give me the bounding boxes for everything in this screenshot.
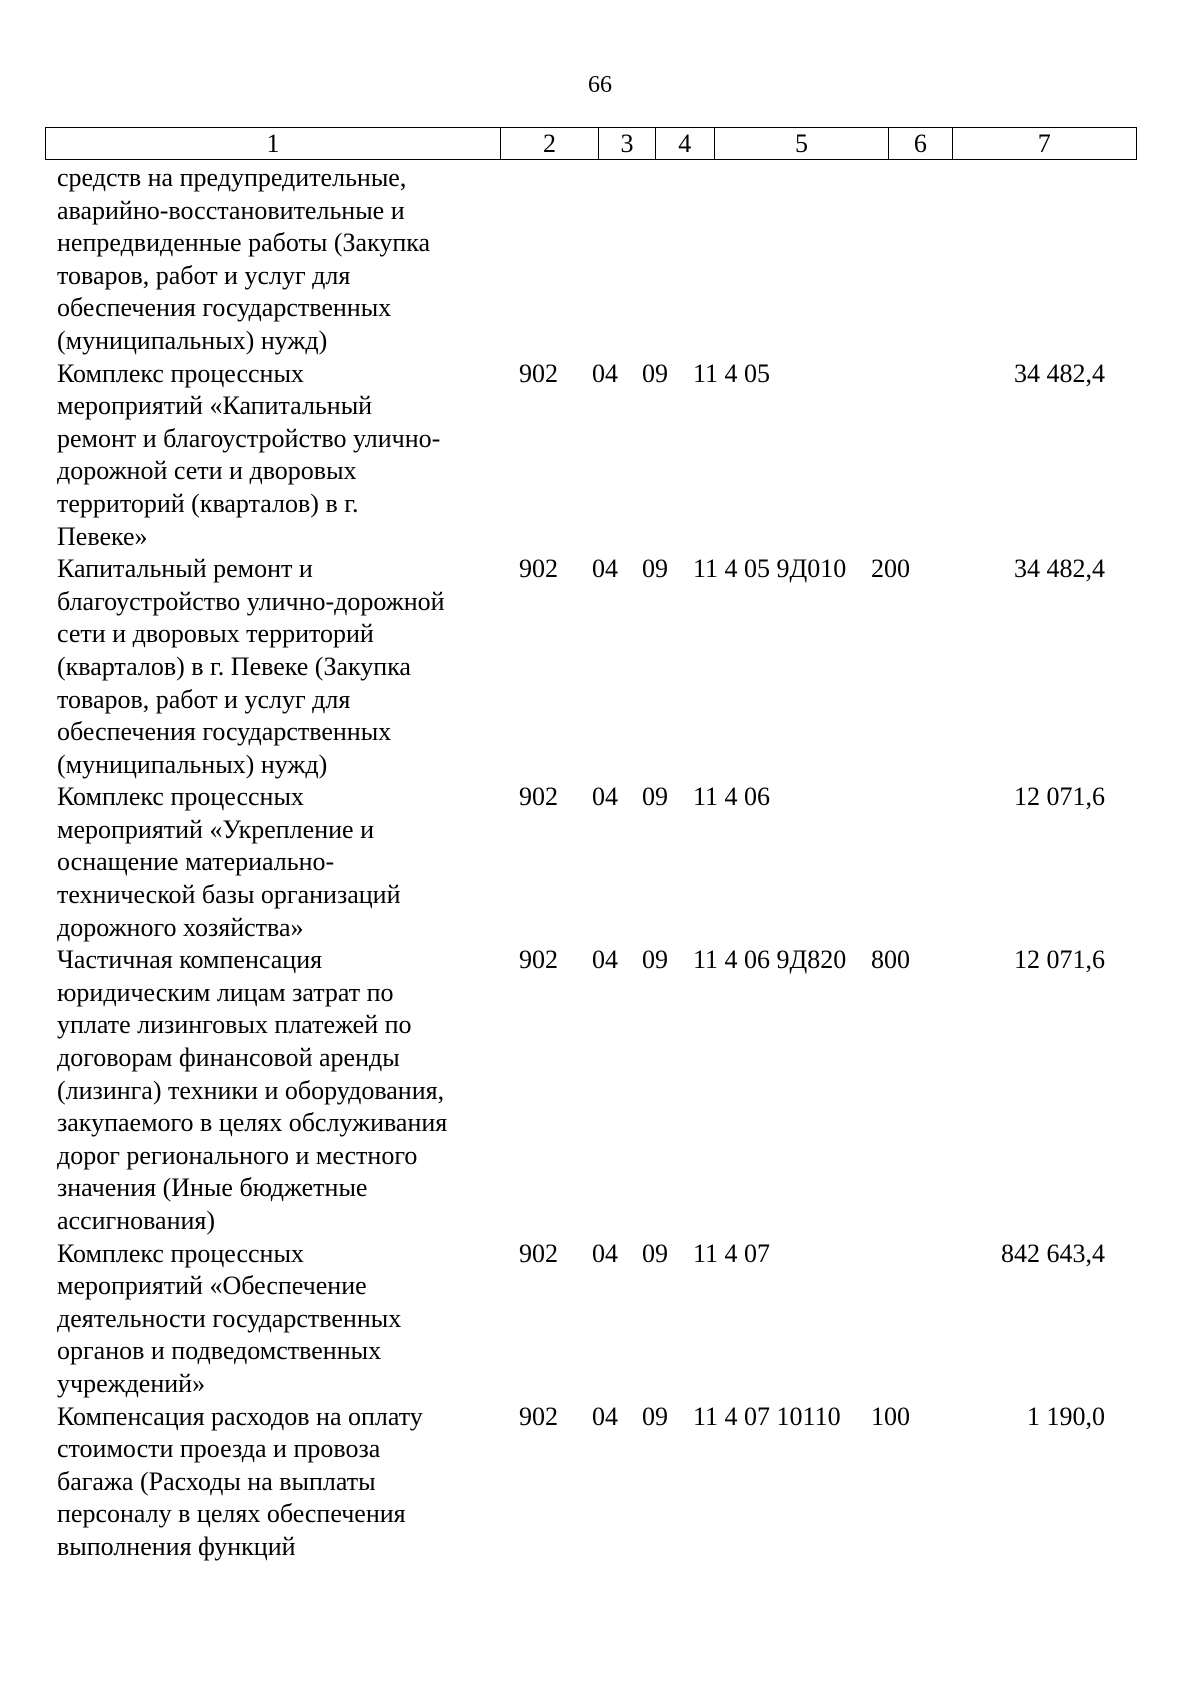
row-name: Комплекс процессных мероприятий «Укрепление и оснащение материально- технической базы организаций дорожного хозяйства»: [57, 782, 401, 942]
row-subsection-code: 09: [642, 554, 668, 584]
row-section-code: 04: [592, 945, 618, 975]
row-amount: 842 643,4: [1001, 1238, 1105, 1268]
row-section-code: 04: [592, 554, 618, 584]
row-amount: 12 071,6: [1014, 782, 1105, 812]
row-expense-type: 200: [871, 554, 910, 584]
row-section-code: 04: [592, 358, 618, 388]
row-expense-type: 100: [871, 1401, 910, 1431]
row-amount: 34 482,4: [1014, 358, 1105, 388]
row-name: средств на предупредительные, аварийно-восстановительные и непредвиденные работы (Закупка товаров, работ и услуг для обеспечения государственных (муниципальных) нужд): [57, 163, 431, 355]
row-target-article: 11 4 07 10110: [693, 1401, 841, 1431]
row-subsection-code: 09: [642, 1401, 668, 1431]
table-row: [45, 162, 1137, 358]
row-name: Частичная компенсация юридическим лицам затрат по уплате лизинговых платежей по договорам финансовой аренды (лизинга) техники и оборудования, закупаемого в целях обслуживания дорог регионального и местного значения (Иные бюджетные ассигнования): [57, 945, 448, 1235]
row-ministry-code: 902: [519, 1238, 558, 1268]
column-header-3: 3: [599, 128, 656, 160]
row-ministry-code: [505, 162, 570, 358]
row-expense-type: [868, 358, 932, 554]
row-subsection-code: [630, 162, 686, 358]
page-number: 66: [588, 72, 612, 98]
table-row: [45, 553, 1137, 781]
row-expense-type: 800: [871, 945, 910, 975]
row-section-code: 04: [592, 1238, 618, 1268]
row-target-article: 11 4 05: [693, 358, 771, 388]
row-target-article: 11 4 07: [693, 1238, 771, 1268]
column-header-5: 5: [714, 128, 889, 160]
row-ministry-code: 902: [519, 782, 558, 812]
table-row: [45, 358, 1137, 554]
row-expense-type: [868, 1238, 932, 1401]
table-row: [45, 1401, 1137, 1564]
row-amount: 34 482,4: [1014, 554, 1105, 584]
row-ministry-code: 902: [519, 554, 558, 584]
row-subsection-code: 09: [642, 358, 668, 388]
row-amount: 12 071,6: [1014, 945, 1105, 975]
column-header-4: 4: [655, 128, 714, 160]
row-name: Капитальный ремонт и благоустройство улично-дорожной сети и дворовых территорий (кварталов) в г. Певеке (Закупка товаров, работ и услуг для обеспечения государственных (муниципальных) нужд): [57, 554, 445, 779]
column-header-2: 2: [500, 128, 598, 160]
row-amount: 1 190,0: [1027, 1401, 1105, 1431]
row-ministry-code: 902: [519, 945, 558, 975]
column-header-6: 6: [889, 128, 952, 160]
table-row: [45, 944, 1137, 1237]
row-target-article: [686, 162, 868, 358]
column-header-table: [45, 127, 1137, 160]
row-target-article: 11 4 06: [693, 782, 771, 812]
row-amount: [932, 162, 1117, 358]
column-header-7: 7: [952, 128, 1136, 160]
table-row: [45, 781, 1137, 944]
row-section-code: [570, 162, 630, 358]
row-ministry-code: 902: [519, 358, 558, 388]
row-subsection-code: 09: [642, 1238, 668, 1268]
column-header-row: [46, 128, 1137, 160]
row-subsection-code: 09: [642, 945, 668, 975]
row-subsection-code: 09: [642, 782, 668, 812]
table-body: [45, 162, 1137, 1564]
row-name: Компенсация расходов на оплату стоимости проезда и провоза багажа (Расходы на выплаты персоналу в целях обеспечения выполнения функций: [57, 1401, 423, 1561]
row-section-code: 04: [592, 782, 618, 812]
row-expense-type: [868, 162, 932, 358]
row-name: Комплекс процессных мероприятий «Капитальный ремонт и благоустройство улично- дорожной сети и дворовых территорий (кварталов) в г. Певеке»: [57, 358, 441, 551]
row-target-article: 11 4 05 9Д010: [693, 554, 847, 584]
row-expense-type: [868, 781, 932, 944]
row-target-article: 11 4 06 9Д820: [693, 945, 847, 975]
table-row: [45, 1238, 1137, 1401]
row-section-code: 04: [592, 1401, 618, 1431]
row-ministry-code: 902: [519, 1401, 558, 1431]
row-name: Комплекс процессных мероприятий «Обеспечение деятельности государственных органов и подведомственных учреждений»: [57, 1238, 402, 1398]
column-header-1: 1: [46, 128, 501, 160]
